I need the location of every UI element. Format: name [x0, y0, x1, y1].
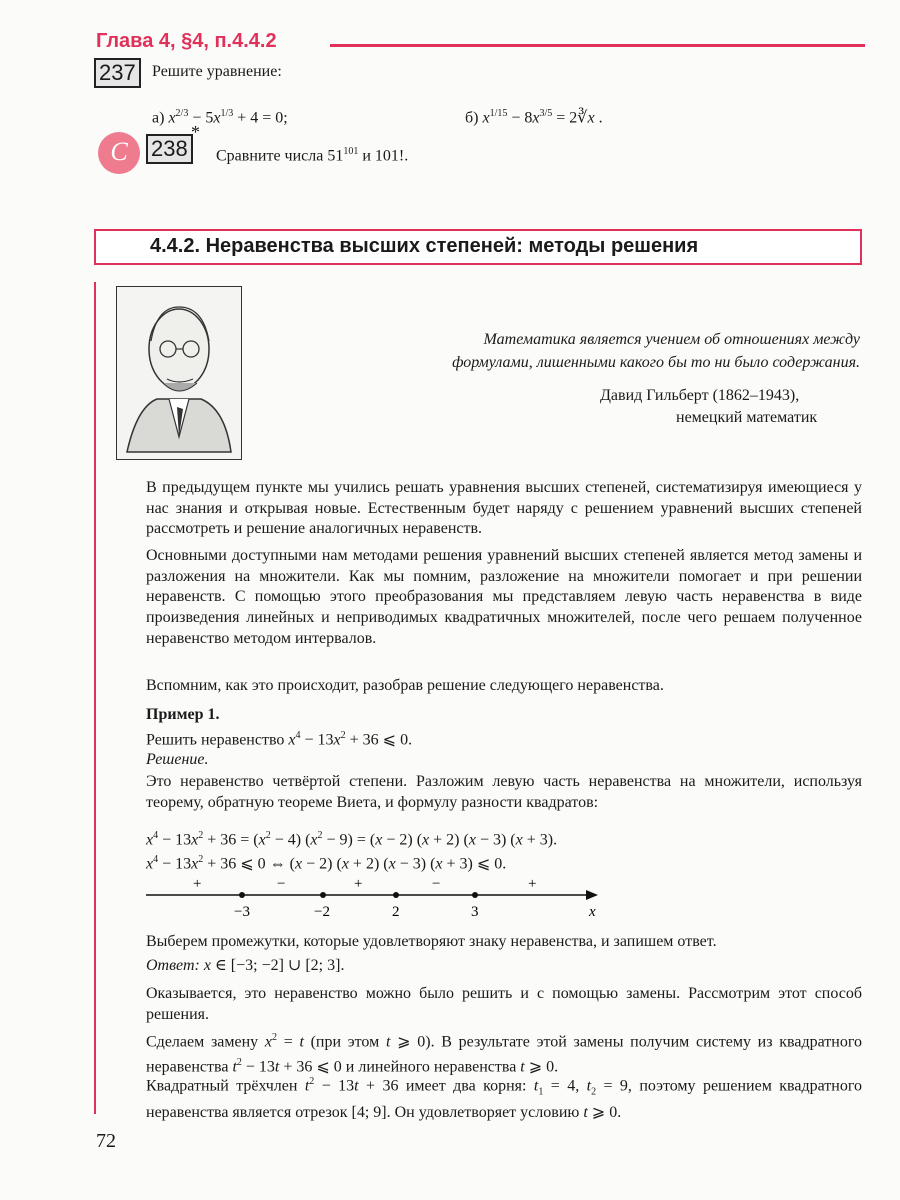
quote-line-1: Математика является учением об отношениях между: [483, 331, 860, 348]
part-a-tail: = 0;: [262, 109, 288, 127]
sign-2: −: [277, 876, 286, 892]
paragraph-3: Вспомним, как это происходит, разобрав решение следующего неравенства.: [146, 677, 664, 694]
paragraph-1-text: В предыдущем пункте мы учились решать уравнения высших степеней, систематизируя имеющиеся у нас знания и открывая новые. Естественным будет наряду с решением уравнений высших степеней рассмотреть и решение аналогичных неравенств.: [146, 479, 862, 538]
part-b-label: б): [465, 109, 479, 127]
answer-label: Ответ:: [146, 957, 200, 974]
paragraph-4: Оказывается, это неравенство можно было решить и с помощью замены. Рассмотрим этот способ решения.: [146, 985, 862, 1023]
example-task-text: Решить неравенство: [146, 731, 289, 749]
answer-line: Ответ: x ∈ [−3; −2] ∪ [2; 3].: [146, 957, 345, 974]
solution-text: Это неравенство четвёртой степени. Разложим левую часть неравенства на множители, используя теорему, обратную теореме Виета, и формулу разности квадратов:: [146, 773, 862, 811]
sign-3: +: [354, 876, 363, 892]
example-task: Решить неравенство $x^4 - 13x^2 + 36$ ⩽ 0.: [146, 730, 413, 749]
author-line-2: немецкий математик: [676, 409, 818, 426]
ex238-text-pre: Сравните числа 51: [216, 147, 344, 165]
part-b-tail: .: [598, 109, 603, 127]
header-rule: [330, 44, 865, 47]
portrait-drawing: [117, 287, 241, 459]
exercise-237-instruction: Решите уравнение:: [152, 63, 282, 80]
section-title: 4.4.2. Неравенства высших степеней: методы решения: [150, 235, 699, 257]
quote-line-2: формулами, лишенными какого бы то ни было содержания.: [452, 354, 860, 371]
chapter-header: Глава 4, §4, п.4.4.2: [96, 30, 277, 52]
exercise-238-star: *: [191, 122, 200, 142]
exercise-238-text: [216, 142, 408, 166]
inequality-line: $x^4 - 13x^2 + 36$ ⩽ 0 ⇔ (x − 2) (x + 2) (x − 3) (x + 3) ⩽ 0.: [146, 854, 507, 873]
solution-label: Решение.: [146, 751, 209, 768]
hilbert-portrait: [116, 286, 242, 460]
author-line-1: Давид Гильберт (1862–1943),: [600, 387, 800, 404]
label-3: 3: [471, 904, 479, 920]
exercise-237-part-a: а) $x^{2/3} - 5x^{1/3} + 4 = 0$;: [152, 108, 288, 127]
label-2: 2: [392, 904, 400, 920]
paragraph-1: [146, 478, 862, 540]
example-title: Пример 1.: [146, 706, 220, 723]
sign-5: +: [528, 876, 537, 892]
sign-4: −: [432, 876, 441, 892]
choose-intervals: Выберем промежутки, которые удовлетворяют знаку неравенства, и запишем ответ.: [146, 933, 717, 950]
exercise-237-number: 237: [94, 58, 141, 88]
paragraph-5: Сделаем замену $x^2 = t$ (при этом t ⩾ 0). В результате этой замены получим систему из квадратного неравенства $t^2 - 13t + 36$ ⩽ 0 и линейного неравенства t ⩾ 0.: [146, 1032, 863, 1076]
paragraph-2: Основными доступными нам методами решения уравнений высших степеней является метод замены и разложения на множители. Как мы помним, разложение на множители помогает и при решении неравенств. С помощью этого преобразования мы представляем левую часть неравенства в виде произведения линейных и неприводимых квадратичных множителей, после чего решаем полученное неравенство методом интервалов.: [146, 547, 862, 647]
quote-author: [600, 385, 817, 429]
label-minus-2: −2: [314, 904, 330, 920]
axis-label: x: [589, 904, 596, 920]
point-minus-2: [320, 892, 326, 898]
challenge-badge: С: [98, 132, 140, 174]
factorization-line: $x^4 - 13x^2 + 36 = (x^2 - 4) (x^2 - 9) = (x - 2) (x + 2) (x - 3) (x + 3)$.: [146, 830, 558, 849]
paragraph-6: Квадратный трёхчлен $t^2 - 13t + 36$ имеет два корня: $t_1 = 4$, $t_2 = 9$, поэтому решением квадратного неравенства является отрезок [4; 9]. Он удовлетворяет условию t ⩾ 0.: [146, 1076, 863, 1122]
page-number: 72: [96, 1130, 116, 1152]
exercise-238-number: 238: [146, 134, 193, 164]
margin-rule: [94, 282, 96, 1114]
exercise-237-part-b: б) $x^{1/15} - 8x^{3/5}$ = 2∛x .: [465, 108, 603, 127]
sign-1: +: [193, 876, 202, 892]
part-a-label: а): [152, 109, 165, 127]
point-2: [393, 892, 399, 898]
epigraph-quote: [320, 328, 860, 374]
ex238-text-post: и 101!.: [358, 147, 409, 165]
ex238-exp: 101: [343, 146, 359, 157]
number-line: [146, 872, 616, 922]
label-minus-3: −3: [234, 904, 250, 920]
point-minus-3: [239, 892, 245, 898]
point-3: [472, 892, 478, 898]
